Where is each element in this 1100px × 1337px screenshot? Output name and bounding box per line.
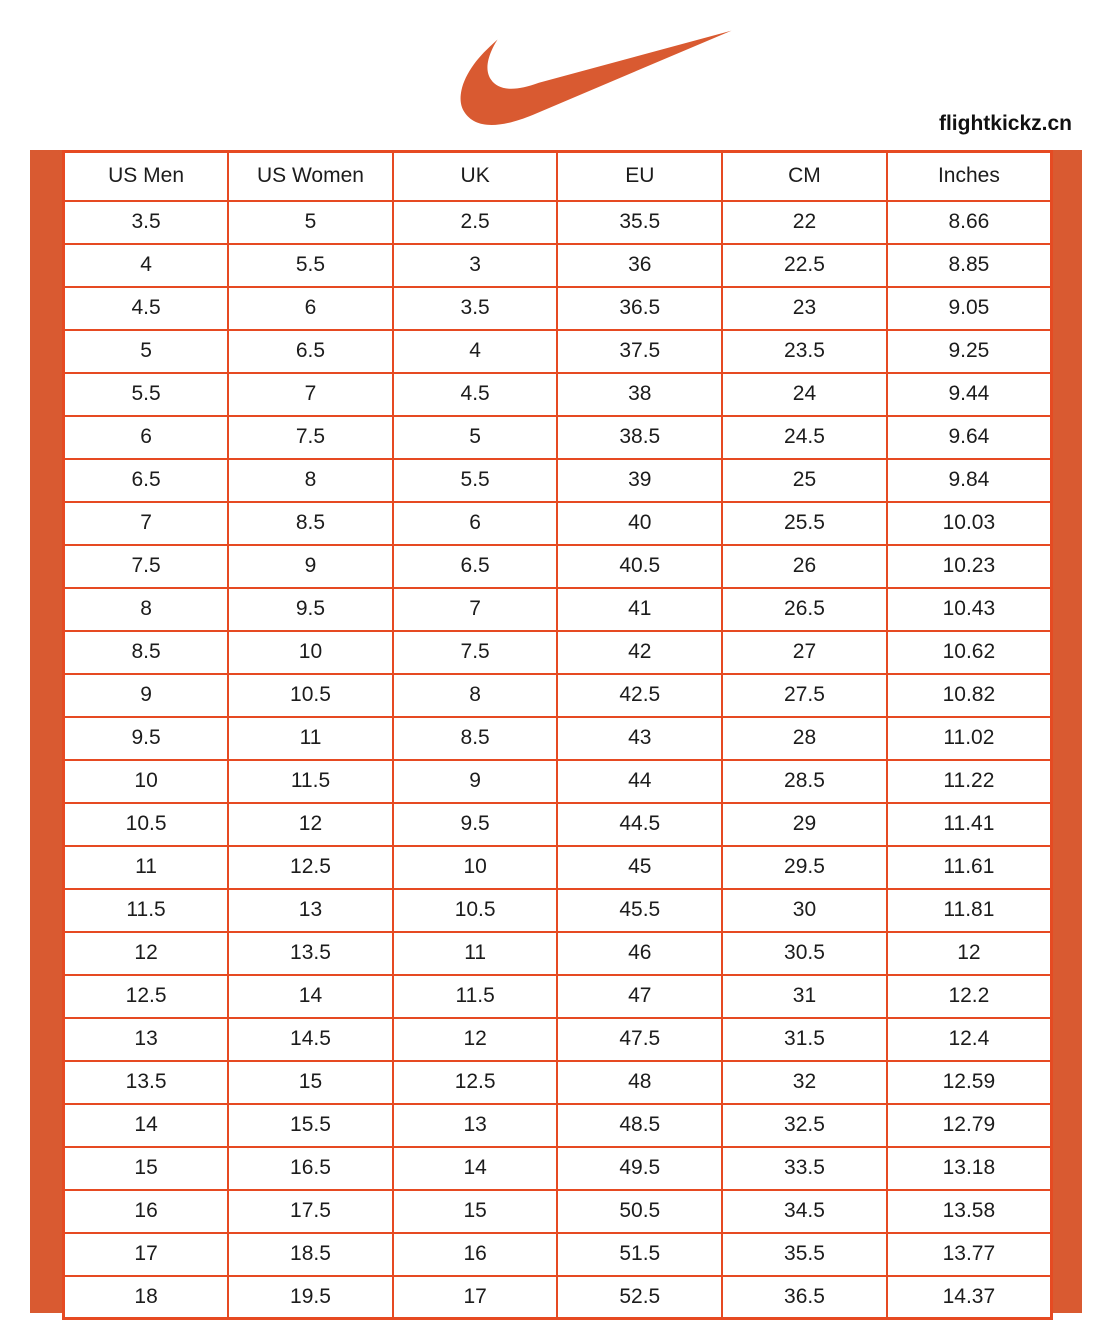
table-cell: 8.5 xyxy=(393,717,558,760)
table-cell: 24 xyxy=(722,373,887,416)
table-cell: 3.5 xyxy=(393,287,558,330)
table-row xyxy=(64,1276,1052,1319)
table-cell: 5.5 xyxy=(393,459,558,502)
table-cell: 11.02 xyxy=(887,717,1052,760)
table-cell: 8.5 xyxy=(64,631,229,674)
table-cell: 38 xyxy=(557,373,722,416)
table-cell: 13.5 xyxy=(228,932,393,975)
table-cell: 14 xyxy=(64,1104,229,1147)
table-cell: 11.5 xyxy=(393,975,558,1018)
table-cell: 11.22 xyxy=(887,760,1052,803)
table-cell: 26 xyxy=(722,545,887,588)
table-cell: 12.59 xyxy=(887,1061,1052,1104)
table-cell: 8 xyxy=(64,588,229,631)
table-row xyxy=(64,1018,1052,1061)
table-cell: 31 xyxy=(722,975,887,1018)
table-cell: 14.5 xyxy=(228,1018,393,1061)
table-cell: 43 xyxy=(557,717,722,760)
table-cell: 13 xyxy=(64,1018,229,1061)
table-cell: 9.05 xyxy=(887,287,1052,330)
table-cell: 52.5 xyxy=(557,1276,722,1319)
table-cell: 30.5 xyxy=(722,932,887,975)
table-cell: 38.5 xyxy=(557,416,722,459)
table-cell: 29.5 xyxy=(722,846,887,889)
table-cell: 8 xyxy=(228,459,393,502)
table-cell: 11.61 xyxy=(887,846,1052,889)
table-cell: 15.5 xyxy=(228,1104,393,1147)
table-cell: 36 xyxy=(557,244,722,287)
table-cell: 5.5 xyxy=(228,244,393,287)
table-cell: 9.5 xyxy=(393,803,558,846)
table-cell: 4.5 xyxy=(64,287,229,330)
table-cell: 47.5 xyxy=(557,1018,722,1061)
table-header xyxy=(64,152,1052,201)
table-cell: 31.5 xyxy=(722,1018,887,1061)
table-cell: 15 xyxy=(393,1190,558,1233)
table-cell: 15 xyxy=(228,1061,393,1104)
header-row xyxy=(64,152,1052,201)
table-cell: 9.25 xyxy=(887,330,1052,373)
table-cell: 10 xyxy=(393,846,558,889)
table-row xyxy=(64,201,1052,244)
table-row xyxy=(64,502,1052,545)
column-header: CM xyxy=(722,152,887,201)
table-cell: 48 xyxy=(557,1061,722,1104)
table-cell: 29 xyxy=(722,803,887,846)
table-cell: 7.5 xyxy=(228,416,393,459)
table-cell: 13 xyxy=(228,889,393,932)
table-cell: 49.5 xyxy=(557,1147,722,1190)
table-row xyxy=(64,889,1052,932)
table-row xyxy=(64,932,1052,975)
table-cell: 19.5 xyxy=(228,1276,393,1319)
table-cell: 17 xyxy=(64,1233,229,1276)
table-cell: 12 xyxy=(228,803,393,846)
table-cell: 10 xyxy=(228,631,393,674)
table-cell: 7 xyxy=(228,373,393,416)
table-cell: 45 xyxy=(557,846,722,889)
table-cell: 32 xyxy=(722,1061,887,1104)
table-cell: 5 xyxy=(393,416,558,459)
table-cell: 9.64 xyxy=(887,416,1052,459)
table-row xyxy=(64,803,1052,846)
table-cell: 11.5 xyxy=(228,760,393,803)
table-row xyxy=(64,416,1052,459)
table-cell: 5 xyxy=(228,201,393,244)
table-cell: 10.03 xyxy=(887,502,1052,545)
table-cell: 3.5 xyxy=(64,201,229,244)
table-cell: 45.5 xyxy=(557,889,722,932)
table-cell: 6 xyxy=(64,416,229,459)
table-cell: 11 xyxy=(393,932,558,975)
table-row xyxy=(64,717,1052,760)
table-cell: 7 xyxy=(393,588,558,631)
table-cell: 11.5 xyxy=(64,889,229,932)
table-row xyxy=(64,1147,1052,1190)
table-cell: 13 xyxy=(393,1104,558,1147)
column-header: Inches xyxy=(887,152,1052,201)
table-cell: 40.5 xyxy=(557,545,722,588)
table-cell: 14 xyxy=(393,1147,558,1190)
brand-site-label: flightkickz.cn xyxy=(938,112,1072,135)
table-cell: 10.43 xyxy=(887,588,1052,631)
table-cell: 6.5 xyxy=(228,330,393,373)
table-cell: 30 xyxy=(722,889,887,932)
table-cell: 37.5 xyxy=(557,330,722,373)
table-cell: 16 xyxy=(393,1233,558,1276)
table-cell: 9.44 xyxy=(887,373,1052,416)
table-cell: 10.62 xyxy=(887,631,1052,674)
table-cell: 11 xyxy=(64,846,229,889)
column-header: US Women xyxy=(228,152,393,201)
table-row xyxy=(64,1190,1052,1233)
table-cell: 25 xyxy=(722,459,887,502)
table-cell: 10.82 xyxy=(887,674,1052,717)
table-cell: 26.5 xyxy=(722,588,887,631)
size-conversion-table xyxy=(62,150,1053,1320)
table-cell: 12.2 xyxy=(887,975,1052,1018)
table-cell: 44 xyxy=(557,760,722,803)
left-accent-band xyxy=(30,150,62,1313)
table-cell: 16.5 xyxy=(228,1147,393,1190)
table-cell: 9.5 xyxy=(64,717,229,760)
table-cell: 8.5 xyxy=(228,502,393,545)
table-cell: 23 xyxy=(722,287,887,330)
table-cell: 12 xyxy=(64,932,229,975)
table-cell: 13.18 xyxy=(887,1147,1052,1190)
table-cell: 47 xyxy=(557,975,722,1018)
table-cell: 12.5 xyxy=(64,975,229,1018)
table-cell: 3 xyxy=(393,244,558,287)
table-cell: 9 xyxy=(64,674,229,717)
table-cell: 5.5 xyxy=(64,373,229,416)
table-cell: 51.5 xyxy=(557,1233,722,1276)
table-cell: 6.5 xyxy=(393,545,558,588)
table-cell: 40 xyxy=(557,502,722,545)
table-cell: 27 xyxy=(722,631,887,674)
table-cell: 8.66 xyxy=(887,201,1052,244)
table-cell: 4 xyxy=(64,244,229,287)
table-cell: 50.5 xyxy=(557,1190,722,1233)
table-cell: 17 xyxy=(393,1276,558,1319)
table-cell: 15 xyxy=(64,1147,229,1190)
column-header: US Men xyxy=(64,152,229,201)
table-cell: 16 xyxy=(64,1190,229,1233)
table-cell: 41 xyxy=(557,588,722,631)
table-cell: 2.5 xyxy=(393,201,558,244)
table-row xyxy=(64,1061,1052,1104)
table-cell: 10.5 xyxy=(228,674,393,717)
table-cell: 25.5 xyxy=(722,502,887,545)
table-cell: 9.5 xyxy=(228,588,393,631)
table-cell: 6.5 xyxy=(64,459,229,502)
table-row xyxy=(64,588,1052,631)
nike-swoosh-icon xyxy=(450,28,735,125)
table-cell: 13.5 xyxy=(64,1061,229,1104)
table-cell: 27.5 xyxy=(722,674,887,717)
table-cell: 36.5 xyxy=(557,287,722,330)
table-cell: 14.37 xyxy=(887,1276,1052,1319)
table-cell: 7 xyxy=(64,502,229,545)
table-cell: 35.5 xyxy=(722,1233,887,1276)
table-row xyxy=(64,244,1052,287)
table-row xyxy=(64,1233,1052,1276)
table-cell: 10 xyxy=(64,760,229,803)
table-row xyxy=(64,545,1052,588)
table-row xyxy=(64,846,1052,889)
table-cell: 8 xyxy=(393,674,558,717)
table-row xyxy=(64,975,1052,1018)
table-cell: 12.4 xyxy=(887,1018,1052,1061)
table-cell: 28.5 xyxy=(722,760,887,803)
table-cell: 22.5 xyxy=(722,244,887,287)
column-header: UK xyxy=(393,152,558,201)
table-cell: 6 xyxy=(228,287,393,330)
table-cell: 7.5 xyxy=(64,545,229,588)
right-accent-band xyxy=(1053,150,1082,1313)
table-row xyxy=(64,459,1052,502)
column-header: EU xyxy=(557,152,722,201)
table-cell: 13.77 xyxy=(887,1233,1052,1276)
table-cell: 5 xyxy=(64,330,229,373)
table-cell: 12 xyxy=(887,932,1052,975)
table-row xyxy=(64,373,1052,416)
table-cell: 42.5 xyxy=(557,674,722,717)
table-cell: 6 xyxy=(393,502,558,545)
table-cell: 8.85 xyxy=(887,244,1052,287)
table-cell: 48.5 xyxy=(557,1104,722,1147)
table-cell: 10.23 xyxy=(887,545,1052,588)
table-cell: 18.5 xyxy=(228,1233,393,1276)
table-cell: 33.5 xyxy=(722,1147,887,1190)
table-cell: 9 xyxy=(393,760,558,803)
table-cell: 11 xyxy=(228,717,393,760)
table-cell: 9.84 xyxy=(887,459,1052,502)
table-cell: 12.79 xyxy=(887,1104,1052,1147)
table-row xyxy=(64,674,1052,717)
table-cell: 46 xyxy=(557,932,722,975)
table-cell: 28 xyxy=(722,717,887,760)
table-row xyxy=(64,631,1052,674)
table-cell: 36.5 xyxy=(722,1276,887,1319)
table-cell: 10.5 xyxy=(393,889,558,932)
table-cell: 34.5 xyxy=(722,1190,887,1233)
table-row xyxy=(64,1104,1052,1147)
table-cell: 22 xyxy=(722,201,887,244)
table-cell: 18 xyxy=(64,1276,229,1319)
table-cell: 24.5 xyxy=(722,416,887,459)
table-cell: 11.41 xyxy=(887,803,1052,846)
table-cell: 44.5 xyxy=(557,803,722,846)
table-row xyxy=(64,330,1052,373)
table-cell: 12 xyxy=(393,1018,558,1061)
table-cell: 11.81 xyxy=(887,889,1052,932)
table-cell: 4 xyxy=(393,330,558,373)
table-cell: 12.5 xyxy=(228,846,393,889)
table-cell: 12.5 xyxy=(393,1061,558,1104)
table-row xyxy=(64,287,1052,330)
table-cell: 23.5 xyxy=(722,330,887,373)
table-cell: 14 xyxy=(228,975,393,1018)
table-cell: 7.5 xyxy=(393,631,558,674)
table-cell: 32.5 xyxy=(722,1104,887,1147)
table-cell: 4.5 xyxy=(393,373,558,416)
table-cell: 10.5 xyxy=(64,803,229,846)
table-cell: 35.5 xyxy=(557,201,722,244)
table-cell: 13.58 xyxy=(887,1190,1052,1233)
table-cell: 17.5 xyxy=(228,1190,393,1233)
table-body xyxy=(64,201,1052,1319)
table-cell: 9 xyxy=(228,545,393,588)
table-row xyxy=(64,760,1052,803)
table-cell: 39 xyxy=(557,459,722,502)
table-cell: 42 xyxy=(557,631,722,674)
